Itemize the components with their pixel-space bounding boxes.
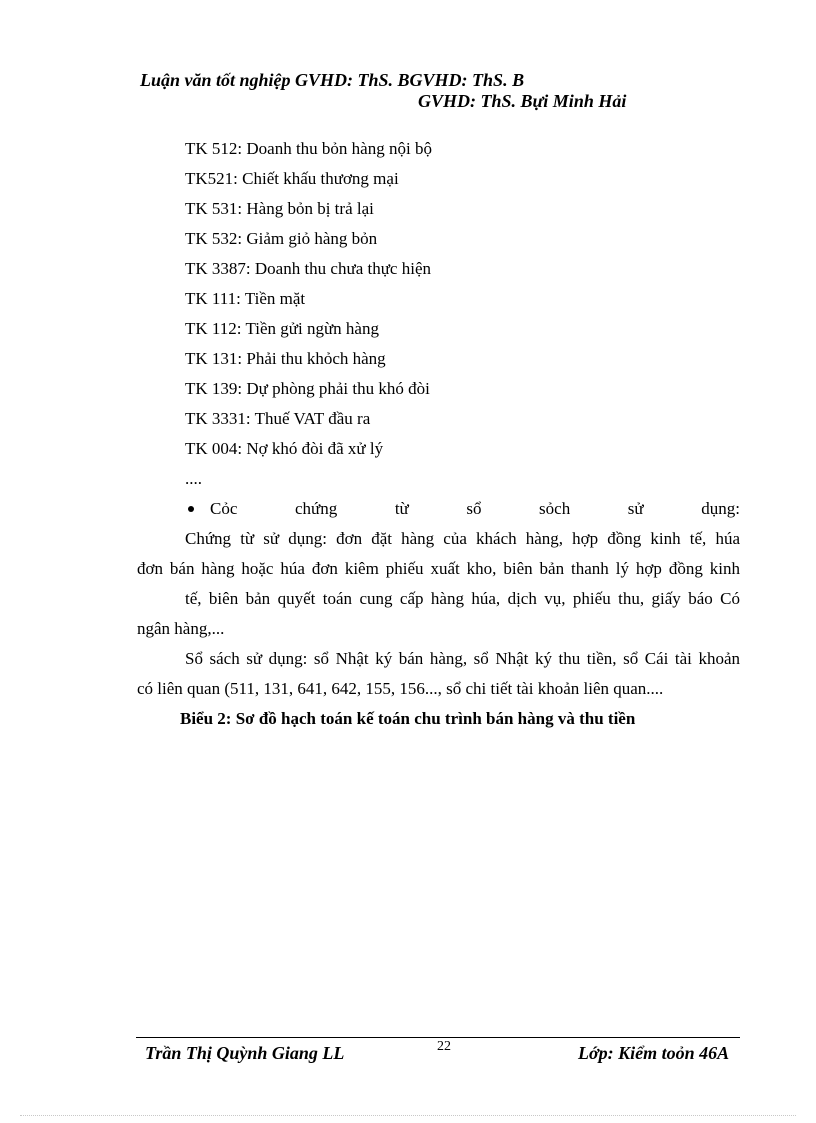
bullet-word: sổ: [466, 499, 482, 518]
bullet-word: chứng: [294, 499, 338, 518]
account-item: TK 111: Tiền mặt: [185, 289, 306, 308]
bullet-word: từ: [394, 499, 409, 518]
account-item: TK 512: Doanh thu bỏn hàng nội bộ: [185, 139, 432, 158]
paragraph-line: đơn bán hàng hoặc húa đơn kiêm phiếu xuất kho, biên bản thanh lý hợp đồng kinh: [137, 559, 740, 578]
account-item: TK 131: Phải thu khỏch hàng: [185, 349, 386, 368]
paragraph-line: Sổ sách sử dụng: sổ Nhật ký bán hàng, sổ Nhật ký thu tiền, sổ Cái tài khoản: [185, 649, 740, 668]
paragraph-line: có liên quan (511, 131, 641, 642, 155, 156..., sổ chi tiết tài khoản liên quan....: [137, 679, 664, 698]
bullet-word: Cỏc: [210, 499, 238, 518]
account-item: TK 532: Giảm giỏ hàng bỏn: [185, 229, 378, 248]
footer-class: Lớp: Kiểm toỏn 46A: [578, 1043, 730, 1063]
bullet-word: dụng:: [701, 499, 740, 518]
header-advisor-line: GVHD: ThS. Bựi Minh Hải: [418, 91, 627, 111]
ellipsis: ....: [185, 469, 202, 488]
bullet-dot-icon: [188, 506, 194, 512]
account-item: TK 139: Dự phòng phải thu khó đòi: [185, 379, 430, 398]
account-item: TK 531: Hàng bỏn bị trả lại: [185, 199, 374, 218]
paragraph-line: Chứng từ sử dụng: đơn đặt hàng của khách hàng, hợp đồng kinh tế, húa: [185, 529, 740, 548]
account-item: TK 004: Nợ khó đòi đã xử lý: [185, 439, 384, 458]
account-item: TK 112: Tiền gửi ngừn hàng: [185, 319, 379, 338]
bullet-heading: [185, 494, 740, 524]
paragraph-line: ngân hàng,...: [137, 619, 225, 638]
paragraph-line: tế, biên bản quyết toán cung cấp hàng húa, dịch vụ, phiếu thu, giấy báo Có: [185, 589, 740, 608]
page-edge-divider: [20, 1115, 796, 1116]
footer-author: Trần Thị Quỳnh Giang LL: [145, 1043, 345, 1063]
page-number: 22: [437, 1039, 451, 1054]
figure-caption: Biểu 2: Sơ đồ hạch toán kế toán chu trình bán hàng và thu tiền: [180, 709, 636, 728]
account-list: [185, 134, 432, 464]
footer-divider: [136, 1037, 740, 1038]
header-title-line1: Luận văn tốt nghiệp GVHD: ThS. BGVHD: ThS. B: [140, 70, 525, 90]
bullet-word: sỏch: [539, 499, 571, 518]
account-item: TK521: Chiết khấu thương mại: [185, 169, 399, 188]
account-item: TK 3331: Thuế VAT đầu ra: [185, 409, 371, 428]
account-item: TK 3387: Doanh thu chưa thực hiện: [185, 259, 431, 278]
bullet-word: sử: [627, 499, 644, 518]
